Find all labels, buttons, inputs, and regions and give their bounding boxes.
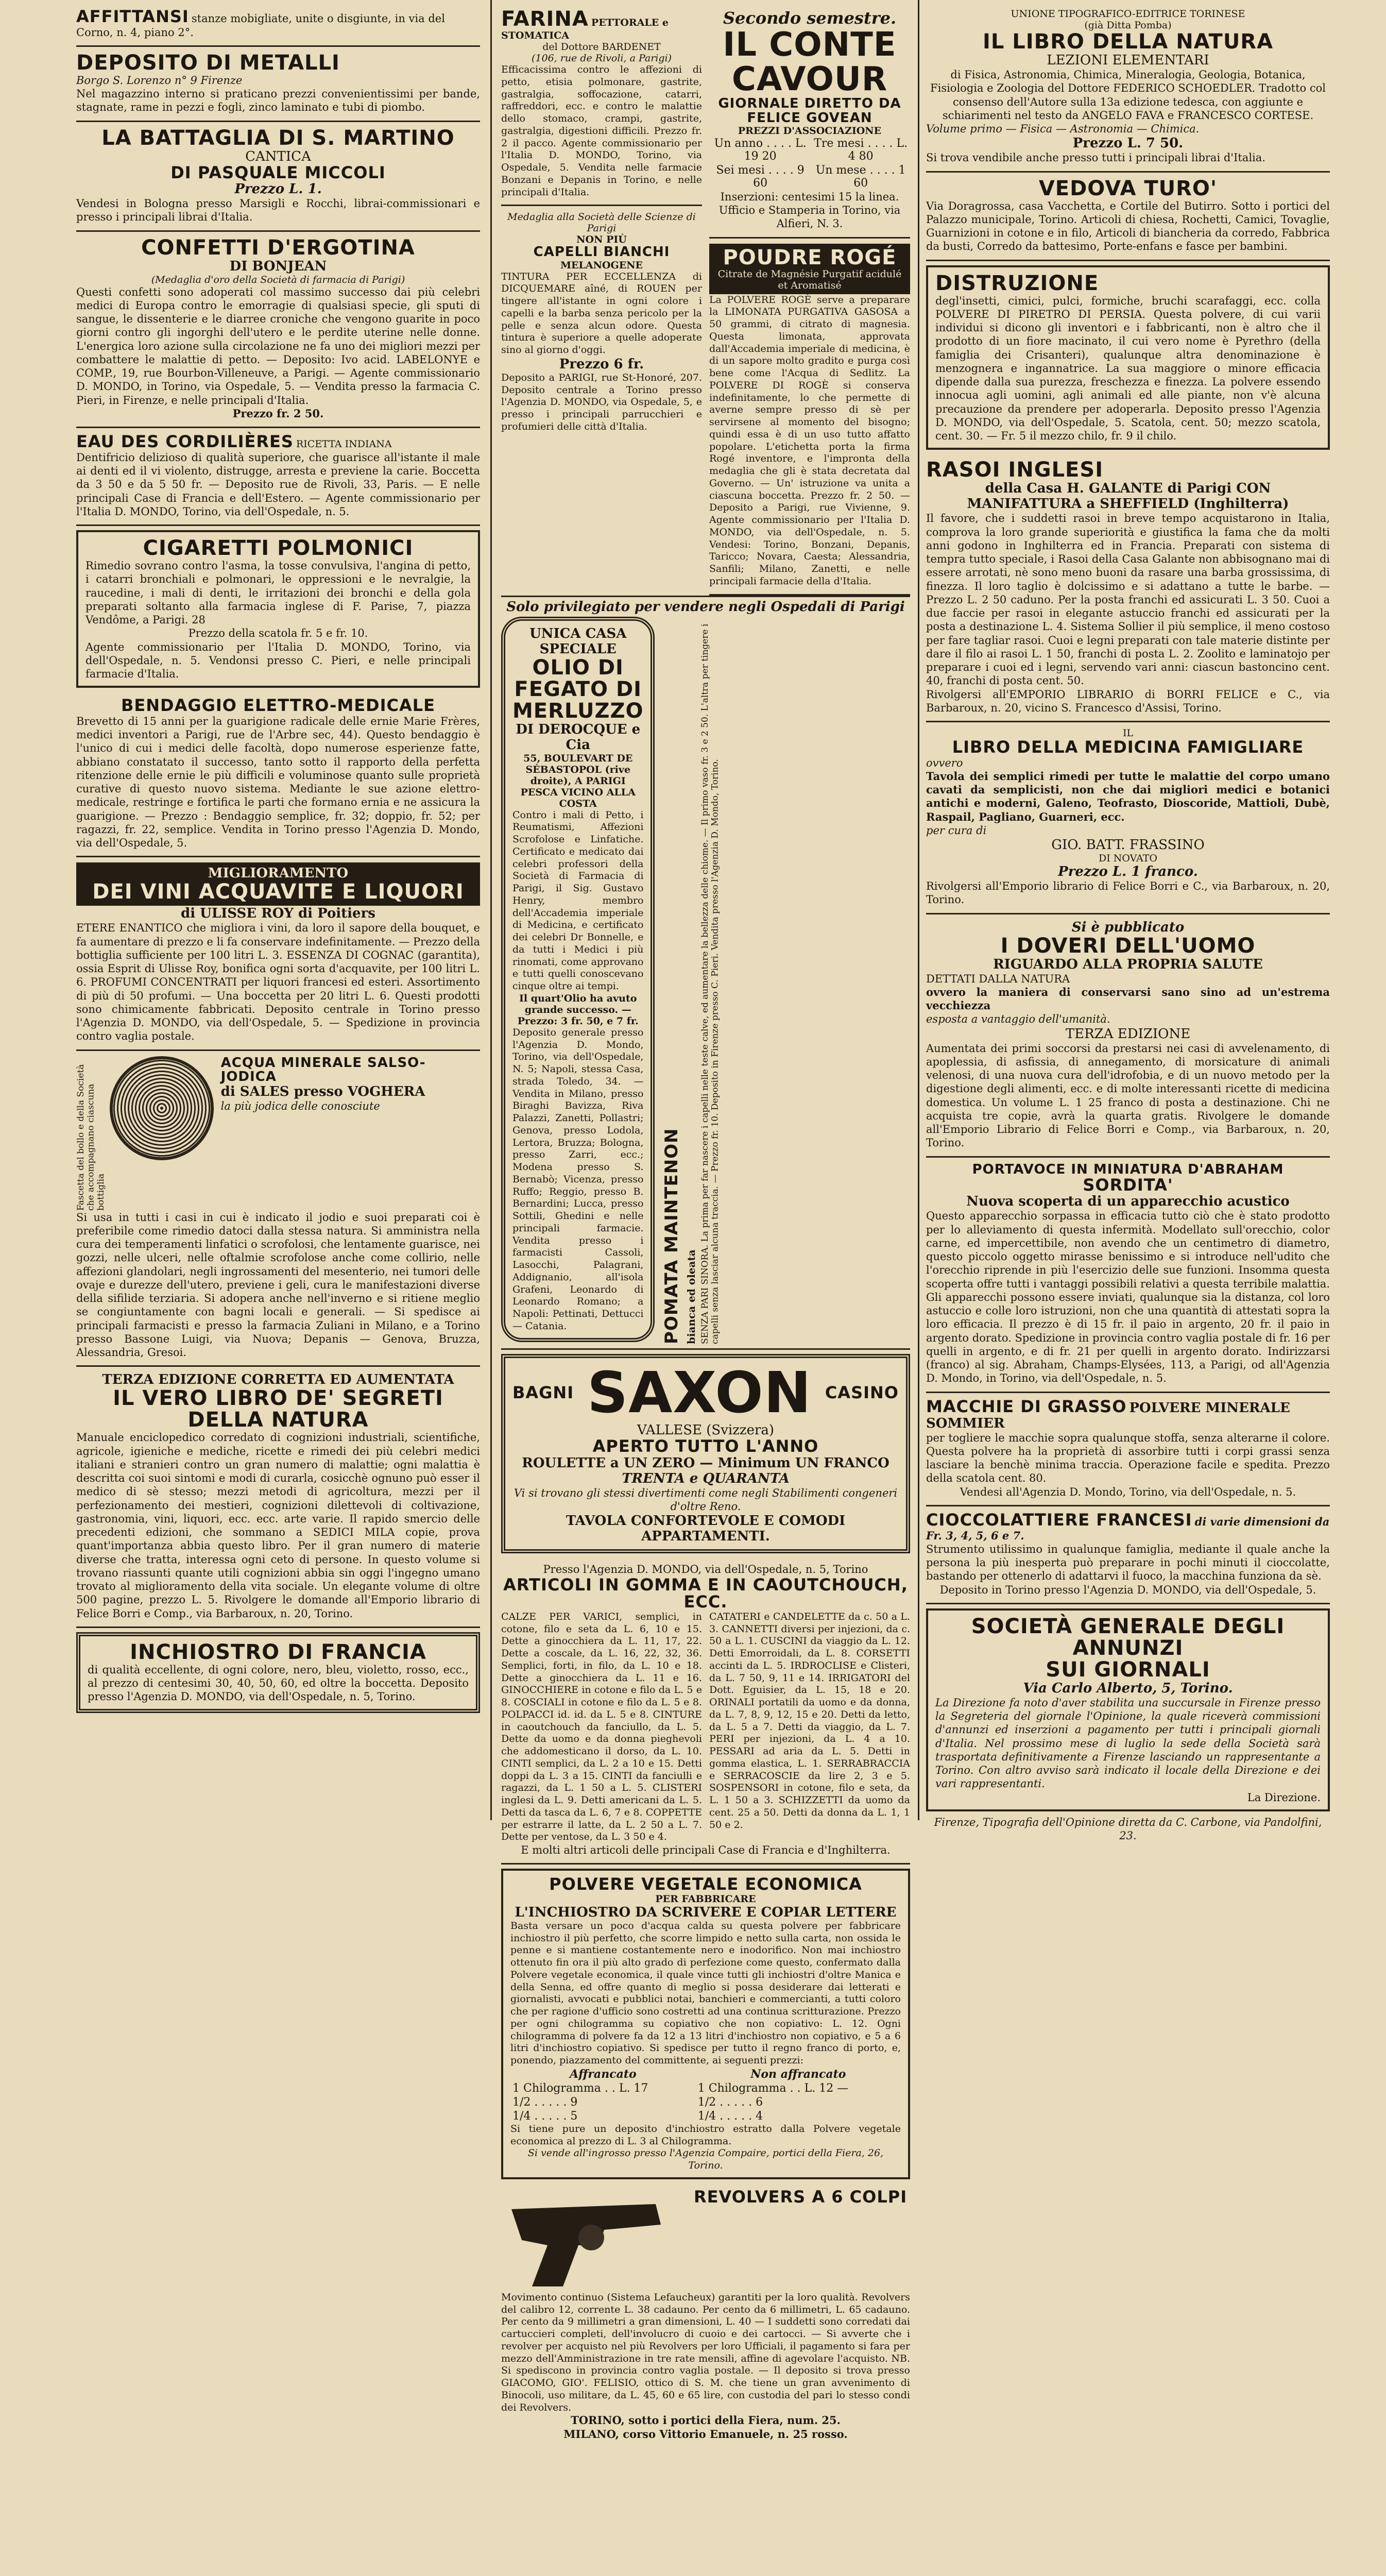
seal-icon	[110, 1056, 214, 1160]
ad-footer: TORINO, sotto i portici della Fiera, num. 25.	[571, 2414, 841, 2427]
ad-footer: TAVOLA CONFORTEVOLE E COMODI APPARTAMENTI.	[566, 1513, 846, 1545]
ad-open: APERTO TUTTO L'ANNO	[592, 1436, 819, 1456]
ad-volume: Volume primo — Fisica — Astronomia — Chimica.	[926, 123, 1200, 135]
ad-title: IL LIBRO DELLA NATURA	[982, 30, 1274, 54]
ad-text: La Direzione fa noto d'aver stabilita una succursale in Firenze presso la Segreteria del giornale l'Opinione, la quale riceverà commissioni d'annunzi ed inserzioni a pagamento per tutti i principali giornali d'Italia. Nel prossimo mese di luglio la sede della Società sarà trasportata definitivamente a Firenze lasciando un rappresentante a Torino. Con altro avviso sarà indicato il locale della Direzione e dei vari rappresentanti.	[935, 1696, 1321, 1790]
ad-footer: E molti altri articoli delle principali Case di Francia e d'Inghilterra.	[521, 1844, 891, 1856]
ad-libro-segreti	[76, 1367, 480, 1628]
ad-address: Via Carlo Alberto, 5, Torino.	[1023, 1680, 1233, 1696]
ad-rasoi-inglesi	[926, 454, 1330, 722]
ad-subtitle: L'INCHIOSTRO DA SCRIVERE E COPIAR LETTERE	[515, 1904, 897, 1920]
price-row: Un anno . . . . L. 19 20	[714, 137, 807, 163]
ad-title: MACCHIE DI GRASSO	[926, 1396, 1127, 1416]
ad-libro-natura	[926, 3, 1330, 173]
ad-title: IL CONTE CAVOUR	[723, 26, 897, 99]
ad-subtitle: Citrate de Magnésie Purgatif acidulé et Aromatisé	[717, 268, 902, 291]
ad-title: SAXON	[587, 1359, 812, 1426]
ad-subtitle: DI BONJEAN	[229, 258, 327, 274]
ad-subtitle: SORDITA'	[1083, 1175, 1173, 1195]
ad-text: Basta versare un poco d'acqua calda su questa polvere per fabbricare inchiostro il più perfetto, che scorre limpido e netto sulla carta, non ossida le penne e si mantiene costantemente nero e inodorifico. Non mai inchiostro ottenuto fin ora il più alto grado di perfezione come questo, confermato dalla Polvere vegetale economica, il quale vince tutti gli inchiostri d'oltre Manica e della Senna, ed offre quanto di meglio si possa desiderare dai letterati e giornalisti, avvocati e pubblici notai, banchieri e commercianti, a tutti coloro che per ragione d'ufficio sono costretti ad una continua scritturazione. Prezzo per ogni chilogramma su copiativo che non copiativo: L. 12. Ogni chilogramma di polvere fa da 12 a 13 litri d'inchiostro non copiativo, e 5 a 6 litri d'inchiostro copiativo. Si spedisce per tutto il regno franco di porto, e, ponendo, piazzamento del committente, ai seguenti prezzi:	[510, 1920, 901, 2066]
ad-title: SOCIETÀ GENERALE DEGLI ANNUNZI	[971, 1614, 1285, 1660]
ad-text: TINTURA PER ECCELLENZA di DICQUEMARE aîné, di ROUEN per tingere all'istante in ogni colore i capelli e la barba senza pericolo per la pelle e senza alcun odore. Questa tintura è superiore a quelle adoperate sino al giorno d'oggi.	[501, 270, 702, 356]
ad-game: TRENTA e QUARANTA	[622, 1470, 790, 1486]
ad-farina	[501, 3, 702, 206]
ad-tagline: la più jodica delle conosciute	[220, 1100, 380, 1113]
ad-by: per cura di	[926, 824, 987, 837]
ad-by: DI DEROCQUE e Cia	[516, 721, 641, 753]
ad-inchiostro-francia	[76, 1632, 480, 1713]
ad-deposit: Rivolgersi all'EMPORIO LIBRARIO di BORRI FELICE e C., via Barbaroux, n. 20, vicino S. Francesco d'Assisi, Torino.	[926, 688, 1330, 714]
ad-title: CIOCCOLATTIERE FRANCESI	[926, 1510, 1192, 1530]
ad-portavoce	[926, 1158, 1330, 1393]
ad-title: PORTAVOCE IN MINIATURA D'ABRAHAM	[972, 1161, 1284, 1177]
ad-vini	[76, 857, 480, 1050]
ad-subtitle: ovvero	[926, 756, 963, 769]
ad-text: Via Doragrossa, casa Vacchetta, e Cortile del Butirro. Sotto i portici del Palazzo municipale, Torino. Articoli di chiesa, Rochetti, Camici, Tovaglie, Guarnizioni in cotone e in filo, Articoli di biancheria da corredo, Fabbrica da busti, Corredo da battesimo, Porte-enfans e fasce per bambini.	[926, 199, 1330, 253]
ad-title: VEDOVA TURO'	[1038, 176, 1218, 200]
ad-societa-annunzi	[926, 1608, 1330, 1811]
price-table	[510, 2067, 901, 2123]
ad-cigaretti	[76, 530, 480, 688]
ad-deposito-metalli	[76, 47, 480, 122]
ad-office: Ufficio e Stamperia in Torino, via Alfieri, N. 3.	[718, 204, 901, 230]
ad-text: Aumentata dei primi soccorsi da prestarsi nei casi di avvelenamento, di apoplessia, di asfissia, di annegamento, di morsicature di animali velenosi, di una nuova cura dell'idrofobia, e di un nuovo metodo per la digestione degli alimenti, ecc. e di molte interessanti ricette di medicina domestica. Un volume L. 1 25 franco di posta a destinazione. Chi ne acquista tre copie, avrà la quarta gratis. Rivolgere le domande all'Emporio Librario di Felice Borri e Comp., via Barbaroux, n. 20, Torino.	[926, 1042, 1330, 1149]
ad-by: del Dottore BARDENET	[542, 41, 661, 53]
product-list: CATATERI e CANDELETTE da c. 50 a L. 3. CANNETTI diversi per injezioni, da c. 50 a L. 1. CUSCINI da viaggio da L. 12. Detti Emorroidali, da L. 8. CORSETTI accinti da L. 5. IRDROCLISE e Clisteri, da L. 7 50, 9, 11 e 14. IRRIGATORI del Dott. Eguisier, da L. 15, 18 e 20. ORINALI portatili da uomo e da donna, da L. 7, 8, 9, 12, 15 e 20. Detti da letto, da L. 5 a 7. Detti da viaggio, da L. 7. PERI per injezioni, da L. 4 a 10. PESSARI ad aria da L. 5. Detti in gomma elastica, L. 1. SERRABRACCIA e SERRACOSCIE da lire 2, 3 e 5. SOSPENSORI in cotone, filo e seta, da L. 1 50 a 3. SCHIZZETTI da uomo da cent. 25 a 50. Detti da donna da L. 1, 1 50 e 2.	[709, 1611, 910, 1831]
ad-by: di ULISSE ROY di Poitiers	[181, 906, 375, 922]
ad-deposit: Si vende all'ingrosso presso l'Agenzia Compaire, portici della Fiera, 26, Torino.	[527, 2147, 884, 2172]
ad-subtitle: Nuova scoperta di un apparecchio acustico	[966, 1194, 1290, 1210]
ad-title: POUDRE ROGÉ	[723, 245, 897, 269]
ad-subtitle: DETTATI DALLA NATURA	[926, 972, 1070, 985]
ad-title: INCHIOSTRO DI FRANCIA	[130, 1640, 426, 1664]
ad-side-note: Fascetta del bollo e della Società che accompagnano ciascuna bottiglia	[76, 1064, 107, 1211]
ad-title: I DOVERI DELL'UOMO	[1000, 934, 1256, 958]
ad-price: Prezzo L. 1.	[234, 181, 322, 197]
ad-pre: Presso l'Agenzia D. MONDO, via dell'Ospedale, n. 5, Torino	[543, 1563, 868, 1576]
ad-polvere-vegetale	[501, 1869, 910, 2179]
ad-footer: Si tiene pure un deposito d'inchiostro estratto dalla Polvere vegetale economica al prezzo di L. 3 al Chilogramma.	[510, 2123, 901, 2147]
ad-eau-cordilieres	[76, 428, 480, 526]
ad-subtitle: PETTORALE e STOMATICA	[501, 17, 669, 41]
ad-title: DEI VINI ACQUAVITE E LIQUORI	[92, 880, 464, 904]
ad-title: LIBRO DELLA MEDICINA FAMIGLIARE	[952, 737, 1304, 757]
ad-subtitle: bianca ed oleata	[685, 1249, 697, 1344]
ad-address: Borgo S. Lorenzo n° 9 Firenze	[76, 74, 243, 87]
ad-edition: TERZA EDIZIONE	[1065, 1026, 1191, 1042]
ad-title: SUI GIORNALI	[1046, 1657, 1210, 1682]
ad-game: ROULETTE a UN ZERO — Minimum UN FRANCO	[522, 1455, 889, 1471]
ad-title: EAU DES CORDILIÈRES	[76, 432, 294, 452]
ad-footer: MILANO, corso Vittorio Emanuele, n. 25 rosso.	[563, 2427, 848, 2441]
ad-text: SENZA PARI SINORA. La prima per far nascere i capelli nelle teste calve, ed aumentare la bellezza delle chiome. — Il primo vaso fr. 3 e 2 50. L'altra per tingere i capelli senza lasciar alcuna traccia. — Prezzo fr. 10. Deposito in Firenze presso C. Pieri. Vendita presso l'Agenzia D. Mondo, Torino.	[699, 623, 721, 1344]
ad-text: Contro i mali di Petto, i Reumatismi, Affezioni Scrofolose e Linfatiche. Certificato e medicato dai celebri professori della Società di Farmacia di Parigi, il Sig. Gustavo Henry, membro dell'Accademia imperiale di Medicina, e certificato dei celebri Dr Bonnelle, e da tutti i Medici i più rinomati, come approvano e tutti quelli conoscevano cinque oltre ai tempi.	[512, 809, 644, 992]
ad-text: Questo apparecchio sorpassa in efficacia tutto ciò che è stato prodotto per lo alleviamento di questa infermità. Modellato sull'orecchio, color carne, ed impercettibile, non avendo che un centimetro di diametro, questo piccolo oggetto mirasse benissimo e si introduce nell'udito che l'orecchio riprende in più l'esercizio delle sue funzioni. Insomma questa scoperta offre tutti i vantaggi possibili relativi a questa terribile malattia. Gli apparecchi possono essere inviati, qualunque sia la distanza, col loro astuccio e colle loro istruzioni, non che una quantità di attestati sopra la loro efficacia. Il prezzo è di 15 fr. il paio in argento, 20 fr. il paio in argento dorato. Spedizione in provincia contro vaglia postale di fr. 16 per quelli in argento, e di fr. 21 per quelli in argento dorato. Indirizzarsi (franco) al sig. Abraham, Champs-Elysées, 113, a Parigi, od all'Agenzia D. Mondo, in Torino, via dell'Ospedale, n. 5.	[926, 1210, 1330, 1385]
ad-pre: UNIONE TIPOGRAFICO-EDITRICE TORINESE	[1011, 8, 1245, 20]
ad-text: Vi si trovano gli stessi divertimenti come negli Stabilimenti congeneri d'oltre Reno.	[514, 1486, 898, 1513]
column-center	[492, 0, 919, 2441]
ad-title: FARINA	[501, 7, 589, 31]
ad-saxon	[501, 1354, 910, 1554]
ad-affittansi	[76, 3, 480, 47]
ad-title: ARTICOLI IN GOMMA E IN CAOUTCHOUCH, ECC.	[503, 1574, 908, 1612]
ad-title: POLVERE VEGETALE ECONOMICA	[549, 1874, 862, 1894]
ad-deposit: Deposito a PARIGI, rue St-Honoré, 207. Deposito centrale a Torino presso l'Agenzia D. MONDO, via Ospedale, 5, e presso i principali parrucchieri e profumieri delle città d'Italia.	[501, 371, 702, 432]
prices-title: PREZZI D'ASSOCIAZIONE	[738, 125, 882, 137]
table-cell: 1/4 . . . . . 5	[512, 2109, 578, 2123]
ad-medal: Medaglia alla Società delle Scienze di Parigi	[507, 211, 696, 234]
ad-text: Efficacissima contro le affezioni di petto, etisia polmonare, gastrite, gastralgia, soffocazione, catarri, raffreddori, ecc. e contro le malattie dello stomaco, crampi, gastrite, gastralgia, digestioni difficili. Prezzo fr. 2 il pacco. Agente commissionario per l'Italia D. MONDO, Torino, via Ospedale, 5. Vendita nelle farmacie Bonzani e Depanis in Torino, e nelle principali d'Italia.	[501, 64, 702, 198]
ad-revolvers	[501, 2183, 910, 2447]
ad-libro-medicina	[926, 722, 1330, 914]
ad-text: Manuale enciclopedico corredato di cognizioni industriali, scientifiche, agricole, igieniche e mediche, ricette e rimedi dei più celebri medici italiani e stranieri contro un gran numero di malattie; ogni malattia è descritta coi suoi sintomi e modi di curarla, cosicchè ognuno può esser il medico di sè stesso; mezzi metodi di agricoltura, mezzi per il perfezionamento dei mestieri, cognizioni dilettevoli di coltivazione, gastronomia, vini, liquori, ecc. ecc. arte varie. Il rapido smercio delle precedenti edizioni, che sommano a SEDICI MILA copie, prova quant'importanza abbia questo libro. Per il gran numero di materie diverse che tratta, interessa ogni ceto di persone. In questo volume si trovano riassunti quante utili cognizioni abbia sin oggi l'ingegno umano trovato al miglioramento della vita sociale. Un elegante volume di oltre 500 pagine, prezzo L. 5. Rivolgere le domande all'Emporio librario di Felice Borri e Comp., via Barbaroux, n. 20, Torino.	[76, 1431, 480, 1620]
ad-deposit: Deposito generale presso l'Agenzia D. Mondo, Torino, via dell'Ospedale, N. 5; Napoli, stessa Casa, strada Toledo, 34. — Vendita in Milano, presso Biraghi Bavizza, Riva Palazzi, Zanetti, Pollastri; Genova, presso Lodola, Lertora, Bruzza; Bologna, presso Zarri, ecc.; Modena presso S. Bernabò; Vicenza, presso Ruffo; Reggio, presso B. Bernardini; Lucca, presso Sottili, Ghedini e nelle principali farmacie. Vendita presso i farmacisti Cassoli, Lasocchi, Palagrani, Addignanio, all'isola Grafeni, Leonardo di Leonardo Romano; a Napoli: Pettinati, Dettucci — Catania.	[512, 1026, 644, 1332]
subscription-prices	[709, 137, 910, 190]
ad-location: DI NOVATO	[1098, 853, 1157, 865]
ad-title: OLIO DI FEGATO DI MERLUZZO	[512, 655, 644, 723]
ad-text: La POLVERE ROGÈ serve a preparare la LIMONATA PURGATIVA GASOSA a 50 grammi, di citrato di magnesia. Questa limonata, approvata dall'Accademia imperiale di medicina, è di un sapore molto gradito e purga così bene come l'Acqua di Sedlitz. La POLVERE DI ROGÈ si conserva indefinitamente, lo che permette di averne sempre presso di sè per servirsene al momento del bisogno; quindi essa è di un uso tutto affatto popolare. L'etichetta porta la firma Rogé inventore, e l'impronta della medaglia che gli è stata decretata dal Governo. — Un' istruzione va unita a ciascuna boccetta. Prezzo fr. 2 50. — Deposito a Parigi, rue Vivienne, 9. Agente commissionario per l'Italia D. MONDO, via dell'Ospedale, n. 5. Vendesi: Torino, Bonzani, Depanis, Taricco; Novara, Caesta; Alessandria, Sanfili; Milano, Zanetti, e nelle principali farmacie della d'Italia.	[709, 294, 910, 587]
ad-author: GIO. BATT. FRASSINO	[1051, 837, 1205, 853]
ad-price: Prezzo 6 fr.	[559, 356, 644, 372]
ad-price: Prezzo L. 7 50.	[1072, 135, 1184, 151]
ad-text: degl'insetti, cimici, pulci, formiche, bruchi scarafaggi, ecc. colla POLVERE DI PIRETRO DI PERSIA. Questa polvere, di cui varii individui si dicono gli inventori e i fabbricanti, non è altro che il prodotto di un fiore macinato, il cui vero nome è Pyrethro (della famiglia dei Crisanteri), qualunque altra denominazione è menzognera e ingannatrice. La sua maggiore o minore efficacia dipende dalla sua purezza, freschezza e finezza. La polvere essendo innocua agli uomini, agli animali ed alle piante, non v'è alcuna precauzione da prendere per adoperarla. Deposito presso l'Agenzia D. MONDO, via dell'Ospedale, 5. Scatola, cent. 50; mezzo scatola, cent. 30. — Fr. 5 il mezzo chilo, fr. 9 il chilo.	[935, 294, 1321, 442]
ad-text: per togliere le macchie sopra qualunque stoffa, senza alterarne il colore. Questa polvere ha la proprietà di assorbire tutti i corpi grassi senza lasciare la benchè minima traccia. Operazione facile e spedita. Prezzo della scatola cent. 80.	[926, 1431, 1330, 1485]
ad-pre: IL	[1122, 727, 1134, 739]
ad-subtitle: GIORNALE DIRETTO DA FELICE GOVEAN	[718, 96, 901, 126]
ad-left: BAGNI	[512, 1382, 574, 1402]
table-cell: 1/4 . . . . . 4	[697, 2109, 763, 2123]
ad-title: POMATA MAINTENON	[661, 1128, 682, 1344]
ad-subtitle: RIGUARDO ALLA PROPRIA SALUTE	[993, 956, 1263, 972]
ad-title: CAPELLI BIANCHI	[533, 244, 670, 260]
ad-location: VALLESE (Svizzera)	[637, 1422, 775, 1438]
ad-bendaggio	[76, 692, 480, 857]
ad-subtitle: LEZIONI ELEMENTARI	[1047, 53, 1209, 68]
ad-text: di qualità eccellente, di ogni colore, nero, bleu, violetto, rosso, ecc., al prezzo di centesimi 30, 40, 50, 60, ed oltre la boccetta. Deposito presso l'Agenzia D. MONDO, via dell'Ospedale, n. 5, Torino.	[88, 1663, 469, 1703]
ad-subtitle: di varie dimensioni da Fr. 3, 4, 5, 6 e 7.	[926, 1515, 1330, 1542]
ad-text: Movimento continuo (Sistema Lefaucheux) garantiti per la loro qualità. Revolvers del calibro 12, corrente L. 38 cadauno. Per cento da 6 millimetri, L. 65 cadauno. Per cento da 9 millimetri a gran dimensioni, L. 40 — I suddetti sono corredati dai cartuccieri completi, dell'involucro di cuoio e dei cartocci. — Si avverte che i revolver per acquisto nel più Revolvers per loro Ufficiali, il pagamento si fara per mezzo dell'Amministrazione in tre rate mensili, affine di agevolare l'acquisto. NB. Si spediscono in provincia contro vaglia postale. — Il deposito si trova presso GIACOMO, GIO'. FELISIO, ottico di S. M. che tiene un gran avvenimento di Binocoli, uso militare, da L. 45, 60 e 65 lire, con custodia del pari lo stesso condi dei Revolvers.	[501, 2291, 910, 2413]
price-row: Sei mesi . . . . 9 60	[716, 163, 805, 190]
ad-doveri-uomo	[926, 914, 1330, 1158]
ad-agent: Agente commissionario per l'Italia D. MONDO, Torino, via dell'Ospedale, n. 5. Vendonsi presso C. Pieri, e nelle principali farmacie d'Italia.	[85, 640, 471, 681]
ad-title: DISTRUZIONE	[935, 271, 1099, 295]
ad-deposit: Vendesi all'Agenzia D. Mondo, Torino, via dell'Ospedale, n. 5.	[960, 1485, 1296, 1498]
ad-address: 55, BOULEVART DE SÉBASTOPOL (rive droite), A PARIGI	[523, 752, 633, 787]
ad-subtitle: PESCA VICINO ALLA COSTA	[520, 786, 636, 809]
ad-title: DEPOSITO DI METALLI	[76, 50, 340, 75]
ad-title: REVOLVERS A 6 COLPI	[694, 2187, 908, 2207]
ad-olio-merluzzo	[501, 617, 655, 1342]
ad-author: DI PASQUALE MICCOLI	[170, 162, 386, 182]
price-row: Tre mesi . . . . L. 4 80	[814, 137, 908, 163]
ad-title: IL VERO LIBRO DE' SEGRETI DELLA NATURA	[113, 1386, 443, 1432]
column-left	[67, 0, 489, 1820]
column-right	[917, 0, 1339, 1842]
ad-pre: Secondo semestre.	[723, 8, 897, 28]
price-row: Un mese . . . . 1 60	[815, 163, 906, 190]
ad-price: Prezzo della scatola fr. 5 e fr. 10.	[188, 627, 368, 640]
ad-text: Questi confetti sono adoperati col massimo successo dai più celebri medici di Europa contro le emorragie di qualsiasi specie, gli sputi di sangue, le dissenterie e le diarree croniche che vengono guarite in poco giorni contro gli ingorghi dell'utero e le perdite uterine nelle donne. L'energica loro azione sulla circolazione ne fa uno dei migliori mezzi per combattere le malattie di petto. — Deposito: Ivo acid. LABELONYE e COMP., 19, rue Bourbon-Villeneuve, a Parigi. — Agente commissionario D. MONDO, in Torino, via Ospedale, 5. — Vendita presso la farmacia C. Pieri, in Firenze, e nelle principali d'Italia.	[76, 285, 480, 406]
ad-pre: MIGLIORAMENTO	[208, 866, 349, 882]
ad-note: (Medaglia d'oro della Società di farmacia di Parigi)	[151, 274, 405, 285]
ad-cioccolattiere	[926, 1506, 1330, 1604]
ad-text: ETERE ENANTICO che migliora i vini, da loro il sapore della bouquet, e fa aumentare di prezzo e li fa conservare indefinitamente. — Prezzo della bottiglia sufficiente per 100 litri L. 3. ESSENZA DI COGNAC (garantita), ossia Esprit di Ulisse Roy, bonifica ogni sorta d'acquavite, per 100 litri L. 6. PROFUMI CONCENTRATI per liquori francesi ed esteri. Assortimento di più di 50 profumi. — Una boccetta per 20 litri L. 6. Questi prodotti sono chimicamente fabbricati. Deposito centrale in Torino presso l'Agenzia D. MONDO, via dell'Ospedale, 5. — Spedizione in provincia contro vaglia postale.	[76, 922, 480, 1043]
ad-text: Si usa in tutti i casi in cui è indicato il jodio e suoi preparati coi è preferibile come rimedio datoci dalla stessa natura. Si amministra nella cura dei temperamenti linfatici o scrofolosi, che lentamente guarisce, nei gozzi, nelle ulceri, nelle oftalmie scrofolose anche come collirio, nelle affezioni glandolari, negli ingrossamenti del mesenterio, nei tumori delle ovaje e durezze dell'utero, previene i geli, cura le manifestazioni diverse della sifilide terziaria. Si adopera anche nell'inverno e si ritiene meglio se congiuntamente con bagni locali e generali. — Si spedisce ai principali farmacisti e presso la farmacia Zuliani in Milano, e a Torino presso Bassone Luigi, via Nuova; Depanis — Genova, Bruzza, Alessandria, Gresoi.	[76, 1211, 480, 1359]
ad-subtitle: MELANOGENE	[560, 259, 643, 271]
ad-confetti	[76, 232, 480, 429]
ad-title: AFFITTANSI	[76, 7, 189, 26]
ad-title: CONFETTI D'ERGOTINA	[141, 235, 415, 260]
ad-text: Vendesi in Bologna presso Marsigli e Rocchi, librai-commissionari e presso i principali librai d'Italia.	[76, 197, 480, 224]
ad-sign: La Direzione.	[1247, 1791, 1321, 1804]
ad-address: (106, rue de Rivoli, a Parigi)	[531, 53, 672, 64]
ad-title: LA BATTAGLIA DI S. MARTINO	[101, 126, 455, 150]
revolver-icon	[501, 2189, 687, 2292]
table-cell: 1 Chilogramma . . L. 12 —	[697, 2081, 849, 2095]
ad-articoli-gomma	[501, 1557, 910, 1865]
ad-pre: (già Ditta Pomba)	[1084, 20, 1172, 31]
ad-vedova-turo	[926, 173, 1330, 261]
ad-title: ACQUA MINERALE SALSO-JODICA	[220, 1055, 426, 1084]
ad-capelli-bianchi	[501, 206, 702, 439]
ad-text: Strumento utilissimo in qualunque famiglia, mediante il quale anche la persona la più inesperta può preparare in pochi minuti il cioccolatte, bastando per ottenerlo di adattarvi il fuoco, la macchina funziona da sè.	[926, 1543, 1330, 1583]
ad-conte-cavour	[709, 3, 910, 239]
ad-banner	[76, 862, 480, 906]
ad-pre: TERZA EDIZIONE CORRETTA ED AUMENTATA	[102, 1372, 454, 1388]
ad-poudre-roge	[709, 239, 910, 596]
table-header: Affrancato	[570, 2067, 637, 2081]
ad-pre: Si è pubblicato	[1071, 919, 1185, 935]
ad-pre: UNICA CASA SPECIALE	[529, 625, 627, 657]
ad-right: CASINO	[825, 1382, 899, 1402]
ad-text: Brevetto di 15 anni per la guarigione radicale delle ernie Marie Frères, medici inventori a Parigi, rue de l'Arbre sec, 44). Questo bendaggio è l'unico di cui i medici delle facoltà, dopo numerose esperienze fatte, abbiano constatato il successo, tanto sotto il rapporto della perfetta ritenzione delle ernie le più difficili e voluminose quanto sulle proprietà curative di questo nuovo sistema. Mediante le sue azione elettro-medicale, restringe e fortifica le parti che formano ernia e ne assicura la guarigione. — Prezzo : Bendaggio semplice, fr. 32; doppio, fr. 52; per ragazzi, fr. 22, semplice. Vendita in Torino presso l'Agenzia D. Mondo, via dell'Ospedale, 5.	[76, 715, 480, 850]
ad-text: stanze mobigliate, unite o disgiunte, in via del Corno, n. 4, piano 2°.	[76, 12, 445, 39]
ad-subtitle: di SALES presso VOGHERA	[220, 1084, 425, 1100]
olio-header: Solo privilegiato per vendere negli Ospedali di Parigi	[501, 596, 910, 615]
ad-banner	[709, 244, 910, 294]
ad-macchie-grasso	[926, 1393, 1330, 1506]
ad-deposit: Deposito in Torino presso l'Agenzia D. MONDO, via dell'Ospedale, 5.	[939, 1583, 1316, 1596]
ad-text: Tavola dei semplici rimedi per tutte le malattie del corpo umano cavati da semplicisti, non che dai migliori medici e botanici antichi e moderni, Galeno, Teofrasto, Dioscoride, Mattioli, Dubè, Raspail, Pagliano, Guarneri, ecc.	[926, 769, 1330, 823]
ad-insertions: Inserzioni: centesimi 15 la linea.	[720, 190, 899, 203]
ad-pre: NON PIÙ	[576, 234, 627, 246]
ad-subtitle: ovvero la maniera di conservarsi sano sino ad un'estrema vecchiezza	[926, 985, 1330, 1012]
ad-subtitle: della Casa H. GALANTE di Parigi CON MANIFATTURA a SHEFFIELD (Inghilterra)	[967, 481, 1289, 512]
ad-acqua-minerale	[76, 1051, 480, 1367]
ad-price: Il quart'Olio ha avuto grande successo. — Prezzo: 3 fr. 50, e 7 fr.	[517, 992, 639, 1027]
ad-price: Prezzo L. 1 franco.	[1058, 864, 1198, 880]
ad-deposit: Rivolgersi all'Emporio librario di Felice Borri e C., via Barbaroux, n. 20, Torino.	[926, 880, 1330, 906]
ad-distruzione	[926, 265, 1330, 450]
ad-pre: PER FABBRICARE	[655, 1893, 756, 1905]
ad-text: Il favore, che i suddetti rasoi in breve tempo acquistarono in Italia, comprova la loro grande superiorità e giustifica la fama che da molti anni godono in Inghilterra ed in Francia. Preparati con sistema di tempra tutto speciale, i Rasoi della Casa Galante non abbisognano mai di essere arrotati, nè sono meno buoni da rasare una barba grossissima, di finezza. Il loro taglio è dolcissimo e si adattano a tutte le barbe. — Prezzo L. 2 50 caduno. Per la posta franchi ed assicurati L. 3 50. Cuoi a due faccie per rasoi in elegante astuccio franchi ed assicurati per la posta a destinazione L. 4. Sistema Sollier il più semplice, il meno costoso per fare tagliar rasoi. Cuoi e legni preparati con tale materie distinte per dare il filo ai rasoi L. 1 50, franchi di posta L. 2. Zoolito e laminatojo per preparare i cuoi ed i legni, servendo vari anni: ciascun bastoncino cent. 40, franchi di posta cent. 50.	[926, 512, 1330, 687]
ad-text: Nel magazzino interno si praticano prezzi convenientissimi per bande, stagnate, rame in pezzi e fogli, zinco laminato e tubi di piombo.	[76, 88, 480, 114]
ad-text: Rimedio sovrano contro l'asma, la tosse convulsiva, l'angina di petto, i catarri bronchiali e polmonari, le oppressioni e le nevralgie, la raucedine, i mali di denti, le irritazioni dei bronchi e della gola preparati soltanto alla farmacia inglese di F. Parise, 7, piazza Vendôme, a Parigi. 28	[85, 560, 471, 626]
ad-subtitle: CANTICA	[245, 148, 311, 164]
ad-text: di Fisica, Astronomia, Chimica, Mineralogia, Geologia, Botanica, Fisiologia e Zoologia del Dottore FEDERICO SCHOEDLER. Tradotto col consenso dell'Autore sulla 13a edizione tedesca, con aggiunte e schiarimenti nel testo da ANGELO FAVA e FRANCESCO CORTESE.	[930, 69, 1326, 122]
printer-imprint: Firenze, Tipografia dell'Opinione diretta da C. Carbone, via Pandolfini, 23.	[934, 1816, 1322, 1842]
ad-subtitle: POLVERE MINERALE SOMMIER	[926, 1400, 1290, 1431]
table-header: Non affrancato	[750, 2067, 846, 2081]
product-list: CALZE PER VARICI, semplici, in cotone, filo e seta da L. 6, 10 e 15. Dette a ginocchiera da L. 11, 17, 22. Dette a coscale, da L. 16, 22, 32, 36. Semplici, forti, in filo, da L. 10 e 18. Dette a ginocchiera da L. 11 e 16. GINOCCHIERE in cotone e filo da L. 5 e 8. COSCIALI in cotone e filo da L. 5 e 8. POLPACCI id. id. da L. 5 e 8. CINTURE in caoutchouch da fanciullo, da L. 5. Dette da uomo e da donna pieghevoli che addomesticano il dorso, da L. 10. CINTI semplici, da L. 2 a 10 e 15. Detti doppi da L. 3 a 15. CINTI da fanciulli e ragazzi, da L. 1 50 a L. 5. CLISTERI inglesi da L. 9. Detti americani da L. 5. Detti da tasca da L. 6, 7 e 8. COPPETTE per estrarre il latte, da L. 2 50 a L. 7. Dette per ventose, da L. 3 50 e 4.	[501, 1611, 702, 1843]
ad-footer: Si trova vendibile anche presso tutti i principali librai d'Italia.	[926, 151, 1265, 164]
ad-title: RASOI INGLESI	[926, 458, 1104, 482]
ad-text: Dentifricio delizioso di qualità superiore, che guarisce all'istante il male ai denti ed il vi violento, distrugge, arresta e previene la carie. Boccetta da 3 50 e da 5 50 fr. — Deposito rue de Rivoli, 33, Paris. — E nelle principali Case di Francia e dell'Estero. — Agente commissionario per l'Italia D. MONDO, Torino, via dell'Ospedale, n. 5.	[76, 451, 480, 518]
table-cell: 1/2 . . . . . 6	[697, 2095, 763, 2109]
ad-title: CIGARETTI POLMONICI	[143, 536, 414, 561]
ad-battaglia	[76, 122, 480, 232]
ad-subtitle: esposta a vantaggio dell'umanità.	[926, 1013, 1110, 1026]
ad-price: Prezzo fr. 2 50.	[232, 406, 324, 420]
ad-title: BENDAGGIO ELETTRO-MEDICALE	[121, 696, 436, 716]
ad-subtitle: RICETTA INDIANA	[296, 438, 392, 450]
table-cell: 1/2 . . . . . 9	[512, 2095, 578, 2109]
table-cell: 1 Chilogramma . . L. 17	[512, 2081, 648, 2095]
